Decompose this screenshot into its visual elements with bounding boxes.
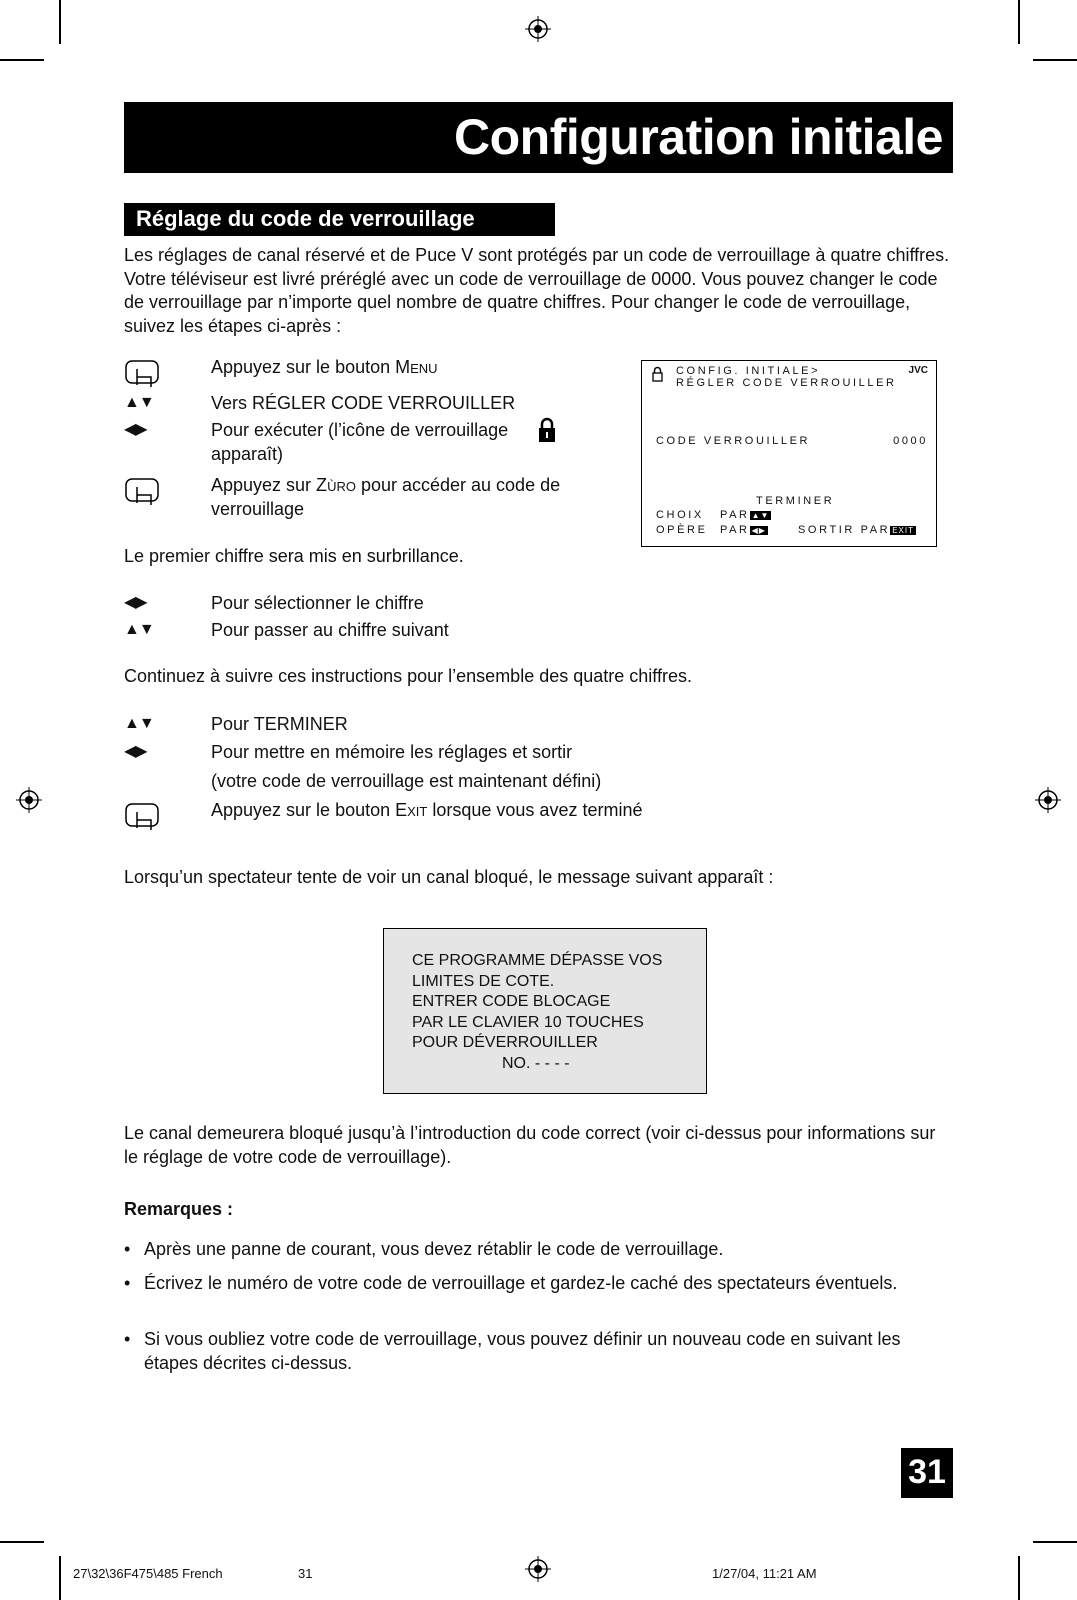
remote-finger-icon (124, 798, 160, 834)
crop-mark (1033, 1541, 1077, 1543)
footer-date: 1/27/04, 11:21 AM (712, 1566, 817, 1581)
up-down-arrows-icon: ▲▼ (751, 511, 770, 520)
blocked-channel-message (383, 928, 707, 1094)
step-text: (votre code de verrouillage est maintenant défini) (211, 771, 602, 791)
lock-icon (538, 417, 556, 443)
osd-code-label: CODE VERROUILLER (656, 435, 811, 447)
lock-icon (652, 366, 663, 382)
first-digit-note: Le premier chiffre sera mis en surbrillance. (124, 546, 464, 566)
osd-choix-par: PAR ▲▼ (720, 509, 770, 521)
left-right-arrows-icon: ◀▶ (751, 526, 766, 535)
left-right-arrows-icon: ◀▶ (124, 421, 147, 438)
up-down-arrows-icon: ▲▼ (124, 715, 154, 732)
footer-file: 27\32\36F475\485 French (73, 1566, 223, 1581)
step-text: Pour passer au chiffre suivant (211, 620, 449, 640)
exit-key-icon: EXIT (892, 526, 914, 535)
tv-menu-screen (641, 360, 937, 547)
message-line: LIMITES DE COTE. (412, 972, 555, 990)
step-text: Appuyez sur le bouton Exit lorsque vous avez terminé (211, 800, 643, 820)
osd-code-value: 0000 (893, 435, 928, 447)
registration-mark-icon (525, 1556, 551, 1582)
page-title-bar (124, 102, 953, 173)
osd-opere-par: PAR ◀▶ (720, 524, 766, 536)
step-text: Pour exécuter (l’icône de verrouillage (211, 420, 509, 440)
left-right-arrows-icon: ◀▶ (124, 743, 147, 760)
osd-choix: CHOIX (656, 509, 704, 521)
up-down-arrows-icon: ▲▼ (124, 394, 154, 411)
up-down-arrows-icon: ▲▼ (124, 621, 154, 638)
outro-paragraph: Le canal demeurera bloqué jusqu’à l’introduction du code correct (voir ci-dessus pour informations sur le réglage de votre code de verrouillage). (124, 1123, 936, 1167)
step-text: Appuyez sur le bouton Menu (211, 357, 438, 377)
crop-mark (0, 1541, 44, 1543)
step-text: verrouillage (211, 499, 305, 519)
step-text: Appuyez sur Zùro pour accéder au code de (211, 475, 561, 495)
blocked-intro: Lorsqu’un spectateur tente de voir un canal bloqué, le message suivant apparaît : (124, 867, 774, 887)
page-title: Configuration initiale (454, 109, 943, 165)
message-line: POUR DÉVERROUILLER (412, 1034, 598, 1051)
osd-menu-path: CONFIG. INITIALE> (676, 365, 821, 377)
message-line: CE PROGRAMME DÉPASSE VOS (412, 952, 663, 969)
footer-page: 31 (298, 1566, 313, 1581)
message-line: ENTRER CODE BLOCAGE (412, 993, 611, 1010)
osd-opere: OPÈRE (656, 524, 708, 536)
page-number-box (901, 1448, 953, 1498)
remote-finger-icon (124, 473, 160, 509)
osd-terminer: TERMINER (756, 495, 835, 507)
continue-note: Continuez à suivre ces instructions pour l’ensemble des quatre chiffres. (124, 666, 692, 686)
crop-mark (0, 59, 44, 61)
registration-mark-icon (525, 16, 551, 42)
step-text: apparaît) (211, 444, 284, 464)
crop-mark (1018, 0, 1020, 44)
step-text: Pour sélectionner le chiffre (211, 593, 424, 613)
message-line: NO. - - - - (502, 1054, 570, 1072)
crop-mark (59, 0, 61, 44)
step-text: Vers RÉGLER CODE VERROUILLER (211, 393, 516, 413)
step-text: Pour mettre en mémoire les réglages et sortir (211, 742, 573, 762)
step-text: Pour TERMINER (211, 714, 348, 734)
crop-mark (59, 1556, 61, 1600)
registration-mark-icon (1035, 787, 1061, 813)
registration-mark-icon (16, 787, 42, 813)
crop-mark (1033, 59, 1077, 61)
brand-logo: JVC (908, 365, 928, 376)
osd-sortir: SORTIR PAR EXIT (798, 524, 914, 536)
osd-menu-title: RÉGLER CODE VERROUILLER (676, 377, 897, 389)
section-heading-bar (124, 203, 555, 236)
intro-paragraph: Les réglages de canal réservé et de Puce V sont protégés par un code de verrouillage à quatre chiffres. Votre téléviseur est livré préréglé avec un code de verrouillage de 0000. Vous pouvez changer le code de verrouillage par n’importe quel nombre de quatre chiffres. Pour changer le code de verrouillage, suivez les étapes ci-après : (124, 245, 950, 336)
left-right-arrows-icon: ◀▶ (124, 594, 147, 611)
remote-finger-icon (124, 355, 160, 391)
section-title: Réglage du code de verrouillage (136, 206, 475, 231)
crop-mark (1018, 1556, 1020, 1600)
remarks-heading: Remarques : (124, 1199, 234, 1219)
page-number: 31 (908, 1453, 946, 1491)
message-line: PAR LE CLAVIER 10 TOUCHES (412, 1013, 644, 1031)
